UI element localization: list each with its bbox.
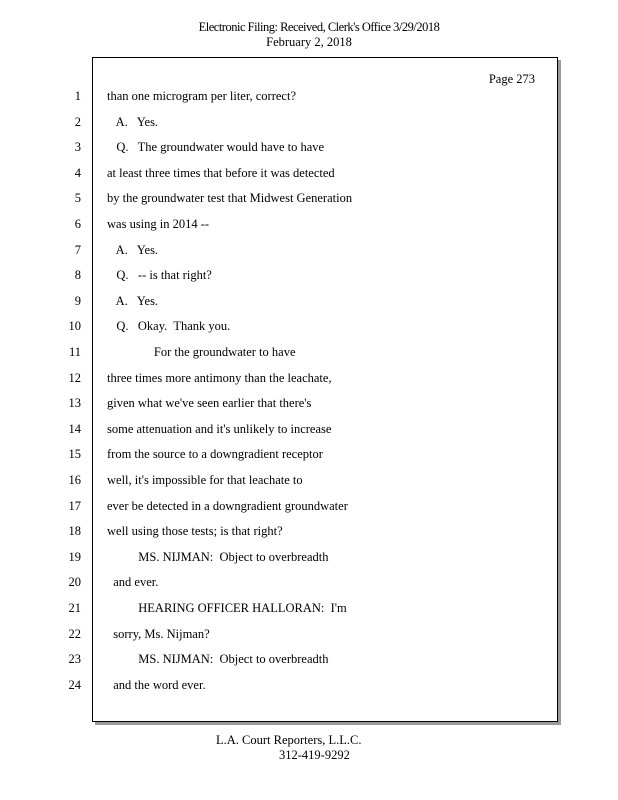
transcript-line xyxy=(0,163,618,183)
transcript-line xyxy=(0,368,618,388)
transcript-line xyxy=(0,86,618,106)
transcript-line xyxy=(0,112,618,132)
line-number: 20 xyxy=(68,575,81,590)
transcript-line xyxy=(0,137,618,157)
transcript-line xyxy=(0,675,618,695)
line-text: and the word ever. xyxy=(107,677,206,692)
line-text: was using in 2014 -- xyxy=(107,217,210,231)
line-text: from the source to a downgradient receptor xyxy=(107,447,323,462)
transcript-line xyxy=(0,214,618,234)
transcript-line xyxy=(0,291,618,311)
line-text: at least three times that before it was detected xyxy=(107,165,335,180)
reporter-phone: 312-419-9292 xyxy=(279,748,350,762)
line-number: 19 xyxy=(68,549,81,564)
line-text: MS. NIJMAN: Object to overbreadth xyxy=(107,652,329,667)
filing-stamp: Electronic Filing: Received, Clerk's Office 3/29/2018 xyxy=(198,20,440,34)
reporter-company: L.A. Court Reporters, L.L.C. xyxy=(216,733,362,747)
transcript-line xyxy=(0,342,618,362)
page-number: Page 273 xyxy=(488,72,535,86)
line-number: 24 xyxy=(68,677,81,692)
transcript-line xyxy=(0,316,618,336)
transcript-line xyxy=(0,521,618,541)
line-number: 23 xyxy=(68,652,81,667)
line-text: Q. Okay. Thank you. xyxy=(107,319,231,334)
line-number: 3 xyxy=(74,140,81,155)
line-text: well using those tests; is that right? xyxy=(107,524,283,539)
line-number: 18 xyxy=(68,524,81,539)
transcript-line xyxy=(0,240,618,260)
transcript-line xyxy=(0,496,618,516)
line-text: and ever. xyxy=(107,575,159,590)
line-number: 17 xyxy=(68,498,81,513)
line-number: 9 xyxy=(74,293,81,308)
transcript-line xyxy=(0,547,618,567)
line-text: by the groundwater test that Midwest Generation xyxy=(107,191,353,206)
transcript-line xyxy=(0,393,618,413)
line-number: 1 xyxy=(74,89,81,103)
transcript-line xyxy=(0,470,618,490)
transcript-line xyxy=(0,444,618,464)
line-number: 22 xyxy=(68,626,81,641)
line-number: 5 xyxy=(74,191,81,206)
line-number: 4 xyxy=(74,165,81,180)
transcript-line xyxy=(0,188,618,208)
line-number: 6 xyxy=(74,217,81,231)
line-number: 7 xyxy=(74,242,81,257)
line-text: A. Yes. xyxy=(107,114,159,129)
line-number: 12 xyxy=(68,370,81,385)
line-text: A. Yes. xyxy=(107,242,159,257)
line-text: than one microgram per liter, correct? xyxy=(107,89,296,103)
transcript-line xyxy=(0,265,618,285)
transcript-line xyxy=(0,649,618,669)
line-text: A. Yes. xyxy=(107,293,159,308)
line-number: 15 xyxy=(68,447,81,462)
line-number: 14 xyxy=(68,421,81,436)
line-text: well, it's impossible for that leachate to xyxy=(107,473,303,487)
line-number: 13 xyxy=(68,396,81,411)
line-number: 16 xyxy=(68,473,81,487)
transcript-line xyxy=(0,624,618,644)
line-text: given what we've seen earlier that there's xyxy=(107,396,312,411)
transcript-date: February 2, 2018 xyxy=(266,35,352,49)
line-text: Q. -- is that right? xyxy=(107,268,212,283)
filing-header xyxy=(0,20,618,50)
transcript-line xyxy=(0,419,618,439)
line-text: Q. The groundwater would have to have xyxy=(107,140,325,155)
line-number: 10 xyxy=(68,319,81,334)
line-text: ever be detected in a downgradient groundwater xyxy=(107,498,348,513)
line-text: three times more antimony than the leachate, xyxy=(107,370,332,385)
line-text: MS. NIJMAN: Object to overbreadth xyxy=(107,549,329,564)
line-text: sorry, Ms. Nijman? xyxy=(107,626,210,641)
line-text: some attenuation and it's unlikely to increase xyxy=(107,421,332,436)
transcript-line xyxy=(0,572,618,592)
line-number: 2 xyxy=(74,114,81,129)
line-text: For the groundwater to have xyxy=(107,345,296,359)
line-number: 11 xyxy=(68,345,81,359)
line-number: 21 xyxy=(68,601,81,615)
line-number: 8 xyxy=(74,268,81,283)
line-text: HEARING OFFICER HALLORAN: I'm xyxy=(107,601,347,615)
transcript-line xyxy=(0,598,618,618)
